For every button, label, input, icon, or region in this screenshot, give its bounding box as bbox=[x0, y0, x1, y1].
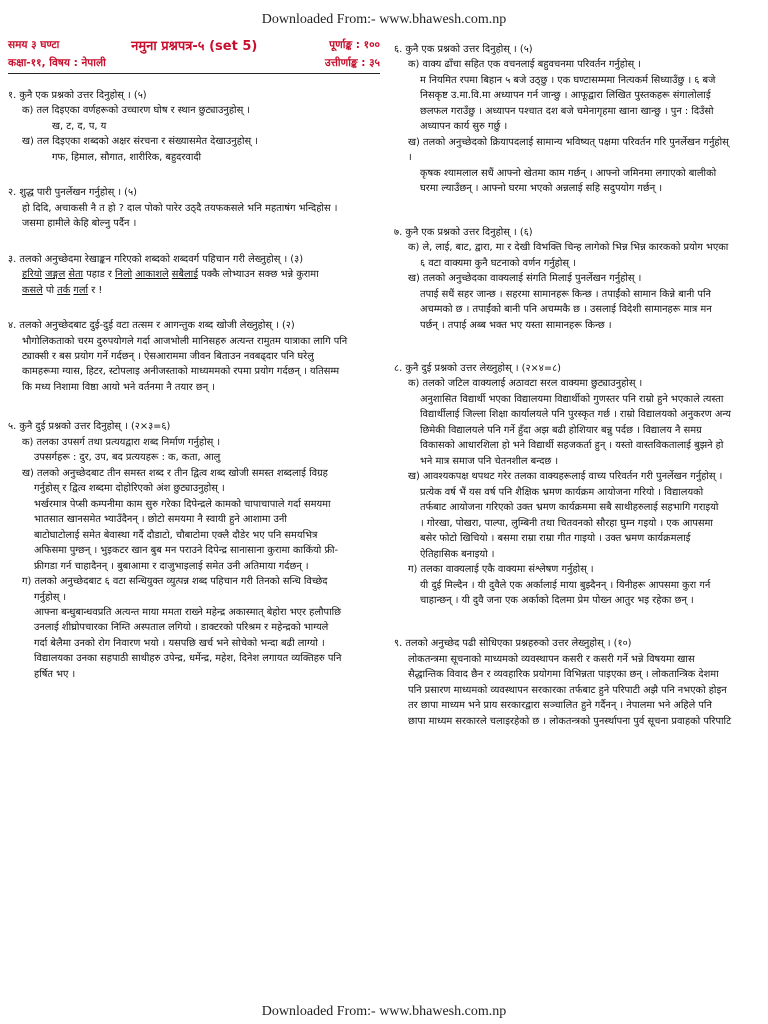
sub-question: क) वाक्य ढाँचा सहित एक वचनलाई बहुवचनमा परिवर्तन गर्नुहोस् । bbox=[408, 59, 641, 71]
passage-line: यी दुई मिल्दैन । यी दुवैले एक अर्कालाई माया बुझ्दैनन् । यिनीहरू आपसमा कुरा गर्न bbox=[420, 579, 711, 591]
passage-line: लोकतन्त्रमा सूचनाको माध्यमको व्यवस्थापन कसरी र कसरी गर्ने भन्ने विषयमा खास bbox=[408, 653, 695, 665]
sub-question: ख) तल दिइएका शब्दको अक्षर संरचना र संख्यासमेत देखाउनुहोस् । bbox=[22, 136, 258, 148]
question-heading: ४. तलको अनुच्छेदबाट दुई-दुई वटा तत्सम र आगन्तुक शब्द खोजी लेख्नुहोस् । (२) bbox=[8, 320, 295, 332]
sub-question-cont: गर्नुहोस् र द्वित्व शब्दमा दोहोरिएको अंश छुट्याउनुहोस् । bbox=[34, 483, 225, 495]
passage-line: कामहरूमा ग्यास, हिटर, स्टोपलाइ अनीजस्ताको माध्यममको रपमा प्रयोग गर्दछन् । यतिसम्म bbox=[22, 366, 340, 378]
underlined-word: आकाशले bbox=[135, 269, 169, 281]
question-4 bbox=[8, 318, 380, 395]
sub-question: क) तलका उपसर्ग तथा प्रत्ययद्वारा शब्द निर्माण गर्नुहोस् । bbox=[22, 436, 221, 448]
question-3 bbox=[8, 252, 380, 298]
question-heading: ३. तलको अनुच्छेदमा रेखाङ्कन गरिएको शब्दको शब्दवर्ग पहिचान गरी लेख्नुहोस् । (३) bbox=[8, 253, 304, 265]
sub-question: ग) तलका वाक्यलाई एकै वाक्यमा संश्लेषण गर्नुहोस् । bbox=[408, 564, 594, 576]
passage-line: भर्खरमात्र पेप्सी कम्पनीमा काम सुरु गरेका दिपेन्द्रले कामको चापाचापाले गर्दा समयमा bbox=[34, 498, 331, 510]
passage-line: घरमा ल्याउँछन् । आफ्नो घरमा भएको अन्नलाई सहि सदुपयोग गर्छन् । bbox=[420, 183, 663, 195]
exam-header-row-2 bbox=[8, 56, 380, 71]
exam-header-row-1 bbox=[8, 38, 380, 56]
sub-question: क) तल दिइएका वर्णहरूको उच्चारण घोष र स्थान छुट्याउनुहोस् । bbox=[22, 105, 251, 117]
passage-line: अचम्मको छ । तपाईंको बानी पनि अचम्मकै छ । उसलाई विदेशी सामानहरू मात्र मन bbox=[420, 304, 712, 316]
passage-line: अध्यापन कार्य सुरु गर्छु । bbox=[420, 121, 508, 133]
answer-material: गफ, हिमाल, सौगात, शारीरिक, बहुदरवादी bbox=[52, 151, 202, 163]
passage-line: बसेर फोटो खिचियो । बसमा राम्रा राम्रा गीत गाइयो । उक्त भ्रमण कार्यक्रमलाई bbox=[420, 533, 691, 545]
passage-line: विद्यालयका उनका सहपाठी साथीहरु उपेन्द्र, धर्मेन्द्र, महेश, दिनेश लगायत व्यक्तिहरु पनि bbox=[34, 653, 342, 665]
sub-question-cont: । bbox=[408, 152, 412, 164]
question-heading: ७. कुनै एक प्रश्नको उत्तर दिनुहोस् । (६) bbox=[394, 226, 533, 238]
passage-line: आफ्ना बन्धुबान्धवप्रति अत्यन्त माया ममता राख्ने महेन्द्र अकास्मात् बेहोरा भएर हलौपाछि bbox=[34, 607, 342, 618]
sub-question: क) तलको जटिल वाक्यलाई अठावटा सरल वाक्यमा छुट्याउनुहोस् । bbox=[408, 378, 643, 390]
sub-question: क) ले, लाई, बाट, द्वारा, मा र देखी विभक्ति चिन्ह लागेको भिन्न भिन्न कारकको प्रयोग भएका bbox=[408, 242, 729, 254]
question-7 bbox=[394, 225, 762, 333]
question-5 bbox=[8, 419, 380, 682]
passage-line: पर्छन् । तपाई अब्ब भक्त भए यस्ता सामानहरू किन्छ । bbox=[420, 319, 612, 331]
underlined-word: जङ्गल bbox=[45, 269, 66, 281]
passage-line: हर्षित भए । bbox=[34, 668, 76, 680]
passage-line: म नियमित रपमा बिहान ५ बजे उठ्छु । एक घण्टासम्ममा नित्यकर्म सिध्याउँछु । ६ बजे bbox=[420, 74, 716, 86]
exam-time: समय ३ घण्टा bbox=[8, 39, 60, 51]
question-2 bbox=[8, 185, 380, 231]
passage-line: तर छापा माध्यम भने प्राय सरकारद्वारा सञ्चालित हुने गर्दैनन् । नेपालमा भने अहिले पनि bbox=[408, 700, 712, 712]
sub-question-cont: गर्नुहोस् । bbox=[34, 591, 67, 603]
passage-line: बाटोघाटोलाई समेत बेवास्था गर्दै दौडाटो, चौबाटोमा एक्लै दौडेर भए पनि समयभित्र bbox=[34, 529, 318, 541]
passage-line: ऐतिहासिक बनाइयो । bbox=[420, 548, 495, 560]
passage-line: कृषक श्यामलाल सधैं आफ्नो खेतमा काम गर्छन् । आफ्नो जमिनमा लगाएको बालीको bbox=[420, 167, 717, 179]
underlined-word: हरियो bbox=[22, 269, 42, 281]
passage-line: छापा माध्यम सरकारले चलाइरहेको छ । लोकतन्त्रको पुनर्स्थापना पुर्व सूचना प्रवाहको परिपाटि bbox=[408, 715, 732, 727]
passage-line: अनुशासित विद्यार्थी भएका विद्यालयमा विद्यार्थीको गुणस्तर पनि राम्रो हुने भएकाले त्यस्ता bbox=[420, 393, 724, 405]
question-heading: २. शुद्ध पारी पुनर्लेखन गर्नुहोस् । (५) bbox=[8, 187, 137, 199]
passage-line: तपाई सधैं सहर जान्छ । सहरमा सामानहरू किन्छ । तपाईंको सामान किन्ने बानी पनि bbox=[420, 288, 711, 300]
passage-line: भातसात खानसमेत भ्याउँदैनन् । छोटो समयमा नै स्वायी हुने आशामा उनी bbox=[34, 514, 287, 526]
sub-question-cont: ६ वटा वाक्यमा कुनै घटनाको वर्णन गर्नुहोस् । bbox=[420, 257, 576, 269]
passage-text: पो bbox=[42, 284, 58, 296]
passage-paragraph bbox=[8, 267, 380, 298]
question-6 bbox=[394, 42, 762, 197]
sub-question: ख) तलको अनुच्छेदका वाक्यलाई संगति मिलाई पुनर्लेखन गर्नुहोस् । bbox=[408, 273, 642, 285]
question-9 bbox=[394, 636, 762, 729]
passage-line: अफिसमा पुग्छन् । भुइकटर खान बुब मन पराउने दिपेन्द्र सानासाना कुरामा काकिंयो फ्री- bbox=[34, 545, 339, 557]
header-divider bbox=[8, 73, 380, 74]
full-marks: पूर्णाङ्क : १०० bbox=[329, 39, 380, 51]
sub-question: ग) तलको अनुच्छेदबाट ६ वटा सन्धियुक्त व्युत्पन्न शब्द पहिचान गरी तिनको सन्धि विच्छेद bbox=[22, 576, 328, 588]
passage-text: पहाड र bbox=[83, 269, 115, 281]
passage-line: उनलाई शीघ्रोपचारका निम्ति अस्पताल लगियो । डाक्टरको परिश्रम र महेन्द्रको भाग्यले bbox=[34, 622, 329, 634]
right-column bbox=[394, 38, 762, 729]
passage-line: विद्यार्थीलाई जिल्ला शिक्षा कार्यालयले पनि पुरस्कृत गर्छ । राम्रो विद्यालयको अनुकरण अन्य bbox=[420, 409, 731, 421]
download-banner-bottom: Downloaded From:- www.bhawesh.com.np bbox=[261, 1004, 507, 1019]
class-subject: कक्षा-११, विषय : नेपाली bbox=[8, 57, 106, 70]
passage-line: गर्दा बेलैमा उनको रोग निवारण भयो । यसपछि खर्च भने सोचेको भन्दा बढी लाग्यो । bbox=[34, 637, 325, 649]
passage-line: विकासको आधारशिला हो भने विद्यार्थी सहजकर्ता हुन् । यस्तो वास्तविकतालाई बुझने हो bbox=[420, 440, 724, 452]
underlined-word: सेता bbox=[68, 269, 84, 281]
passage-line: भने मात्र समाज पनि चेतनशील बन्दछ । bbox=[420, 455, 559, 467]
underlined-word: सबैलाई bbox=[171, 269, 199, 281]
passage-line: फ्रीगडा गर्न चाहादैनन् । बुबाआमा र दाजुभाइलाई समेत उनी अतिमाया गर्दछन् । bbox=[34, 560, 309, 572]
passage-line: सैद्धान्तिक विवाद छैन र व्यवहारिक प्रयोगमा विभिन्नता पाइएका छन् । लोकतान्त्रिक देशमा bbox=[408, 669, 719, 681]
underlined-word: निलो bbox=[115, 269, 133, 281]
passage-line: प्रत्येक वर्ष भैं यस वर्ष पनि शैक्षिक भ्रमण कार्यक्रम आयोजना गरियो । विद्यालयको bbox=[420, 486, 704, 498]
passage-line: छलफल गराउँछु । अध्यापन पश्चात दश बजे चमेनागृहमा खाना खान्छु । पुन : दिउँसो bbox=[420, 105, 714, 117]
passage-line: ट्याक्सी र बस प्रयोग गर्ने गर्दछन् । ऐसआराममा जीवन बिताउन नवबढ्दार पनि घरेलु bbox=[22, 350, 314, 362]
sub-question: ख) तलको अनुच्छेदबाट तीन समस्त शब्द र तीन द्वित्व शब्द खोजी समस्त शब्दलाई विग्रह bbox=[22, 467, 328, 479]
exam-title: नमुना प्रश्नपत्र-५ (set 5) bbox=[131, 39, 258, 54]
underlined-word: तर्क bbox=[57, 284, 71, 296]
question-heading: ९. तलको अनुच्छेद पढी सोधिएका प्रश्नहरुको उत्तर लेख्नुहोस् । (१०) bbox=[394, 638, 632, 650]
question-heading: १. कुनै एक प्रश्नको उत्तर दिनुहोस् । (५) bbox=[8, 89, 147, 101]
question-heading: ६. कुनै एक प्रश्नको उत्तर दिनुहोस् । (५) bbox=[394, 44, 533, 55]
question-8 bbox=[394, 361, 762, 609]
passage-text: पक्कै लोभ्याउन सक्छ भन्ने कुरामा bbox=[198, 269, 319, 281]
pass-marks: उत्तीर्णाङ्क : ३५ bbox=[324, 57, 380, 70]
answer-material: ख, ट, द, प, य bbox=[52, 120, 107, 132]
question-1 bbox=[8, 88, 380, 165]
sub-question: ख) आवश्यकपक्ष थपथट गरेर तलका वाक्यहरूलाई वाच्य परिवर्तन गरी पुनर्लेखन गर्नुहोस् । bbox=[408, 471, 723, 483]
passage-text: र ! bbox=[88, 284, 103, 296]
underlined-word: कसले bbox=[22, 284, 43, 296]
question-heading: ८. कुनै दुई प्रश्नको उत्तर लेख्नुहोस् । (२×४=८) bbox=[394, 362, 561, 374]
answer-material: उपसर्गहरू : दुर, उप, बद प्रत्ययहरू : क, कता, आलु bbox=[34, 452, 221, 464]
question-heading: ५. कुनै दुई प्रश्नको उत्तर दिनुहोस् । (२×३=६) bbox=[8, 421, 171, 433]
sub-question: ख) तलको अनुच्छेदको क्रियापदलाई सामान्य भविष्यत् पक्षमा परिवर्तन गरि पुनर्लेखन गर्नुहोस् bbox=[408, 136, 729, 148]
download-banner-top: Downloaded From:- www.bhawesh.com.np bbox=[261, 12, 507, 27]
passage-line: निसकृष्ट उ.मा.वि.मा अध्यापन गर्न जान्छु । आफूद्वारा लिखित पुस्तकहरू संगालोलाई bbox=[420, 90, 711, 102]
passage-line: पनि प्रसारण माध्यमको व्यवस्थापन सरकारका तर्फबाट हुने परिपाटी अझै पनि नभएको होइन bbox=[408, 684, 727, 696]
passage-line: चाहान्छन् । यी दुवै जना एक अर्काको दिलमा प्रेम पोख्न आतुर भइ रहेका छन् । bbox=[420, 595, 694, 606]
passage-line: जसमा हामीले केहि बोल्नु पर्दैन । bbox=[22, 218, 137, 230]
passage-line: । गोरखा, पोखरा, पाल्पा, लुम्बिनी तथा चितवनको सौरहा घुम्न गइयो । एक आपसमा bbox=[420, 517, 713, 529]
passage-line: हो दिदि, अचाकसी नै त हो ? दाल पोको पारेर उठ्दै तयफकसले भनि महताषंग भन्दिहोस । bbox=[22, 202, 338, 214]
passage-line: भौगोलिकताको चरम दुरुपयोगले गर्दा आजभोली मानिसहरु अत्यन्त रामुतम यात्राका लागि पनि bbox=[22, 335, 348, 347]
passage-line: छिमेकी विद्यालयले पनि गर्ने हुँदा अझ बढी होशियार बन्नु पर्दछ । विद्यालय नै समग्र bbox=[420, 424, 702, 436]
passage-line: तर्फबाट आयोजना गरिएको उक्त भ्रमण कार्यक्रममा सबै साथीहरुलाई सहभागि गराइयो bbox=[420, 502, 719, 514]
left-column bbox=[8, 38, 380, 682]
passage-line: कि मध्य निशामा विष्ठा आयो भने वर्तनमा नै तयार छन् । bbox=[22, 381, 215, 393]
underlined-word: गर्ला bbox=[73, 284, 89, 296]
